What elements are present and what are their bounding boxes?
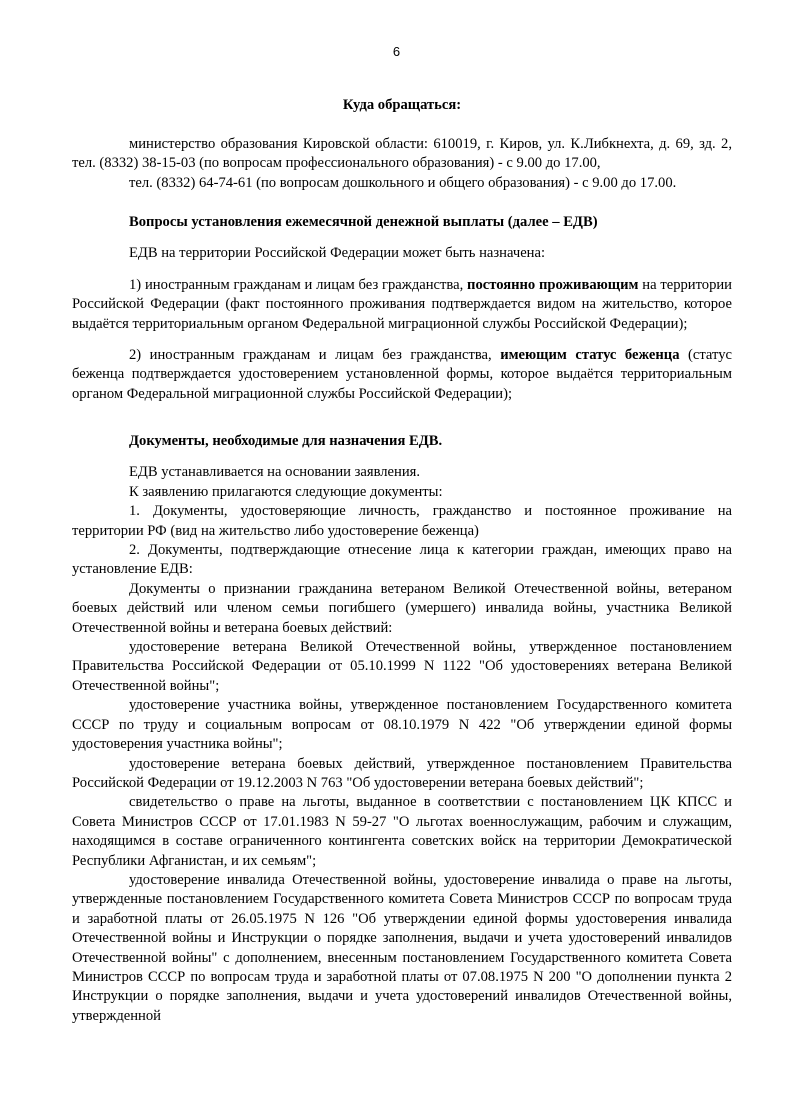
- edv-item-2-pre: 2) иностранным гражданам и лицам без гражданства,: [129, 347, 501, 364]
- edv-item-1: [72, 276, 732, 334]
- edv-intro: ЕДВ на территории Российской Федерации может быть назначена:: [129, 245, 546, 262]
- docs-section-title: Документы, необходимые для назначения ЕДВ.: [129, 433, 443, 449]
- contacts-block: [72, 135, 732, 193]
- contacts-line-1: министерство образования Кировской области: 610019, г. Киров, ул. К.Либкнехта, д. 69, зд. 2, тел. (8332) 38-15-03 (по вопросам профессионального образования) - с 9.00 до 17.00,: [72, 136, 732, 172]
- docs-paragraph: удостоверение ветерана Великой Отечественной войны, утвержденное постановлением Правительства Российской Федерации от 05.10.1999 N 1122 "Об удостоверениях ветерана Великой Отечественной войны";: [72, 639, 732, 694]
- edv-item-2-post: (статус беженца подтверждается удостоверением установленной формы, которое выдаётся территориальным органом Федеральной миграционной службы Российской Федерации);: [72, 347, 732, 402]
- edv-section-title: Вопросы установления ежемесячной денежной выплаты (далее – ЕДВ): [129, 214, 598, 230]
- edv-item-2: [72, 346, 732, 404]
- docs-paragraph: К заявлению прилагаются следующие документы:: [129, 483, 443, 500]
- edv-item-1-post: на территории Российской Федерации (факт постоянного проживания подтверждается видом на жительство, которое выдаётся территориальным органом Федеральной миграционной службы Российской Федерации);: [72, 276, 732, 332]
- where-to-apply-heading: Куда обращаться:: [342, 97, 462, 113]
- contacts-line-2: тел. (8332) 64-74-61 (по вопросам дошкольного и общего образования) - с 9.00 до 17.00.: [129, 174, 677, 191]
- edv-item-2-bold: имеющим статус беженца: [500, 347, 680, 364]
- page-number: 6: [392, 44, 401, 59]
- docs-paragraph: удостоверение участника войны, утвержденное постановлением Государственного комитета СССР по труду и социальным вопросам от 08.10.1979 N 422 "Об утверждении единой формы удостоверения участника войны";: [72, 697, 732, 753]
- docs-paragraph: ЕДВ устанавливается на основании заявления.: [129, 464, 421, 481]
- docs-paragraph: 2. Документы, подтверждающие отнесение лица к категории граждан, имеющих право на установление ЕДВ:: [72, 542, 732, 578]
- docs-section: [72, 432, 732, 1026]
- docs-paragraph: свидетельство о праве на льготы, выданное в соответствии с постановлением ЦК КПСС и Совета Министров СССР от 17.01.1983 N 59-27 "О льготах военнослужащим, рабочим и служащим, находящимся в составе ограниченного контингента советских войск на территории Демократической Республики Афганистан, и их семьям";: [72, 794, 732, 869]
- edv-item-1-bold: постоянно проживающим: [467, 276, 639, 293]
- docs-paragraph: удостоверение инвалида Отечественной войны, удостоверение инвалида о праве на льготы, утвержденные постановлением Государственного комитета Совета Министров СССР по вопросам труда и заработной платы от 26.05.1975 N 126 "Об утверждении единой формы удостоверения инвалида Отечественной войны и Инструкции о порядке заполнения, выдачи и учета удостоверений инвалидов Отечественной войны" с дополнением, внесенным постановлением Государственного комитета Совета Министров СССР по вопросам труда и заработной платы от 07.08.1975 N 200 "О дополнении пункта 2 Инструкции о порядке заполнения, выдачи и учета удостоверений инвалидов Отечественной войны, утвержденной: [72, 871, 732, 1024]
- edv-item-1-pre: 1) иностранным гражданам и лицам без гражданства,: [129, 276, 468, 293]
- docs-paragraph: Документы о признании гражданина ветераном Великой Отечественной войны, ветераном боевых действий или членом семьи погибшего (умершего) инвалида войны, участника Великой Отечественной войны и ветерана боевых действий:: [72, 580, 732, 636]
- edv-section: [72, 213, 732, 404]
- docs-paragraph: 1. Документы, удостоверяющие личность, гражданство и постоянное проживание на территории РФ (вид на жительство либо удостоверение беженца): [72, 503, 732, 539]
- docs-paragraph: удостоверение ветерана боевых действий, утвержденное постановлением Правительства Российской Федерации от 19.12.2003 N 763 "Об удостоверении ветерана боевых действий";: [72, 755, 732, 791]
